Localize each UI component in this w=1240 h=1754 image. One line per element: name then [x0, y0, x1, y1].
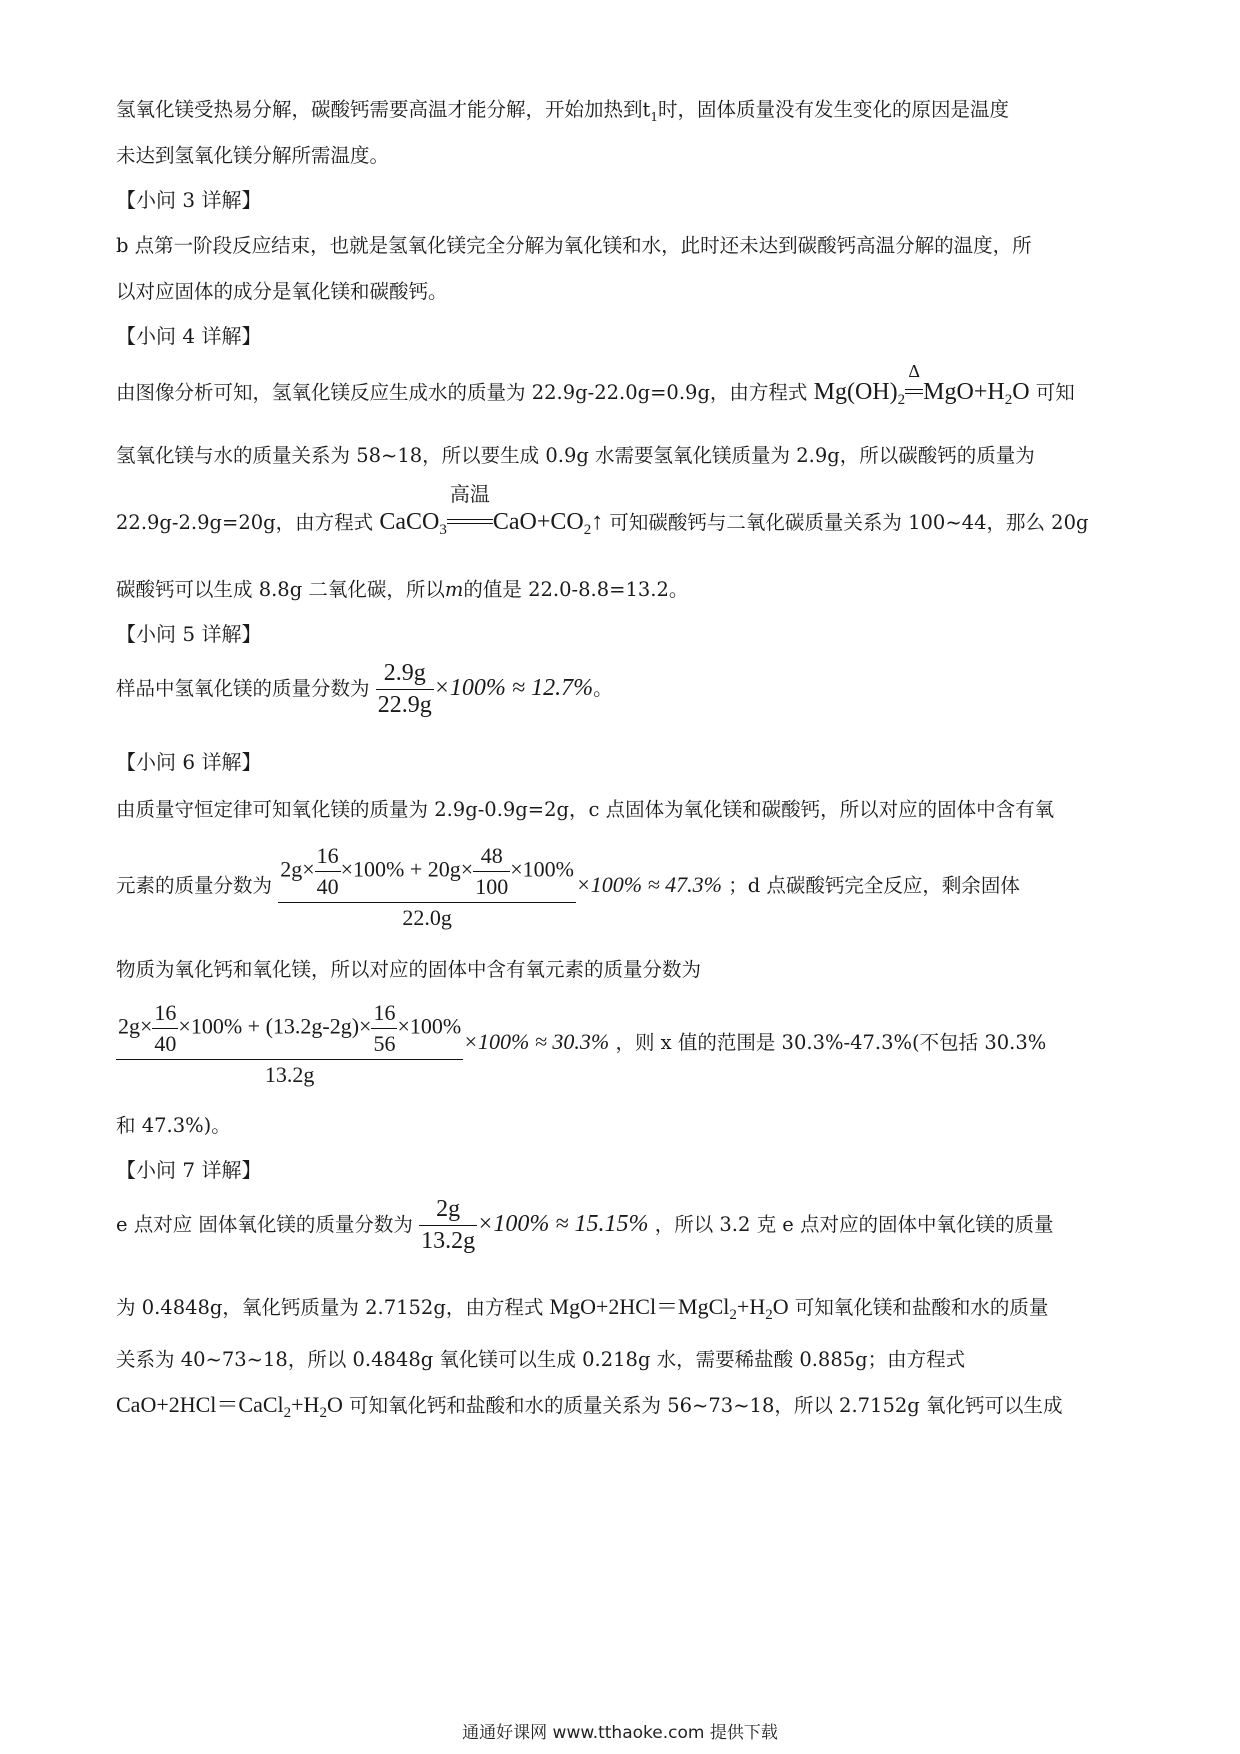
- eq-sub: 2: [897, 392, 906, 408]
- num-part: 2g×: [280, 856, 315, 882]
- delta-symbol: Δ: [908, 361, 920, 381]
- num-part: ×100% + (13.2g-2g)×: [178, 1013, 372, 1039]
- numerator: 48: [480, 843, 503, 868]
- eq-part: +H: [736, 1294, 766, 1319]
- eq-sub: 2: [1004, 392, 1013, 408]
- text-segment: ；d 点碳酸钙完全反应，剩余固体: [728, 874, 1020, 898]
- high-temp-label: 高温: [449, 482, 490, 506]
- text-segment: e 点对应 固体氧化镁的质量分数为: [116, 1213, 413, 1237]
- equation-mgo-hcl: [549, 1294, 789, 1323]
- denominator: 100: [473, 871, 510, 900]
- section-heading: 【小问 3 详解】: [116, 188, 262, 212]
- num-part: ×100%: [397, 1013, 462, 1039]
- text-line: [116, 1296, 1132, 1323]
- text-line: 未达到氢氧化镁分解所需温度。: [116, 144, 390, 167]
- text-segment: 。: [593, 677, 613, 701]
- text-segment: 的值是 22.0-8.8=13.2。: [463, 578, 689, 601]
- text-segment: 碳酸钙可以生成 8.8g 二氧化碳，所以: [116, 578, 445, 601]
- text-segment: ，则 x 值的范围是 30.3%-47.3%(不包括 30.3%: [615, 1031, 1047, 1055]
- denominator: 22.9g: [376, 689, 434, 719]
- text-line: 关系为 40~73~18，所以 0.4848g 氧化镁可以生成 0.218g 水，需要稀盐酸 0.885g；由方程式: [116, 1348, 966, 1371]
- denominator: 22.0g: [278, 902, 576, 931]
- num-part: ×100% + 20g×: [340, 856, 474, 882]
- eq-sub: 2: [319, 1405, 327, 1421]
- eq-part: MgO+H: [923, 379, 1005, 405]
- section-heading: 【小问 5 详解】: [116, 622, 262, 646]
- numerator: 2g: [436, 1196, 461, 1222]
- text-line: [116, 100, 1132, 123]
- text-line: [116, 843, 1020, 931]
- denominator: 40: [152, 1028, 178, 1057]
- num-part: 2g×: [118, 1013, 153, 1039]
- formula-fraction: [419, 1196, 649, 1254]
- numerator: 16: [154, 1000, 177, 1025]
- text-segment: 可知氧化钙和盐酸和水的质量关系为 56~73~18，所以 2.7152g 氧化钙可以生成: [349, 1394, 1063, 1417]
- formula-tail: ×100% ≈ 47.3%: [575, 872, 723, 898]
- text-line: b 点第一阶段反应结束，也就是氢氧化镁完全分解为氧化镁和水，此时还未达到碳酸钙高温分解的温度，所: [116, 234, 1032, 257]
- text-segment: 可知碳酸钙与二氧化碳质量关系为 100~44，那么 20g: [609, 511, 1089, 534]
- section-heading: 【小问 4 详解】: [116, 324, 262, 348]
- numerator: 16: [373, 1000, 396, 1025]
- text-line: [116, 660, 613, 719]
- text-line: 氢氧化镁与水的质量关系为 58~18，所以要生成 0.9g 水需要氢氧化镁质量为 2.9g，所以碳酸钙的质量为: [116, 444, 1035, 467]
- num-part: ×100%: [510, 856, 574, 882]
- formula-fraction: [376, 660, 594, 718]
- text-segment: 22.9g-2.9g=20g，由方程式: [116, 511, 374, 534]
- text-line: [116, 580, 1132, 600]
- text-segment: ，所以 3.2 克 e 点对应的固体中氧化镁的质量: [654, 1213, 1054, 1237]
- formula-tail: ×100% ≈ 30.3%: [463, 1029, 610, 1055]
- text-line: [116, 1000, 1046, 1088]
- eq-part: MgO+2HCl＝MgCl: [549, 1294, 730, 1319]
- text-line: [116, 482, 1132, 538]
- page-footer: 通通好课网 www.tthaoke.com 提供下载: [462, 1723, 778, 1743]
- text-segment: 由图像分析可知，氢氧化镁反应生成水的质量为 22.9g-22.0g=0.9g，由方程式: [116, 381, 808, 404]
- equation-caco3: [379, 482, 604, 538]
- text-segment: 为 0.4848g，氧化钙质量为 2.7152g，由方程式: [116, 1296, 544, 1319]
- text-line: 和 47.3%)。: [116, 1114, 231, 1137]
- text-segment: 可知: [1035, 381, 1075, 404]
- eq-sub: 3: [439, 522, 447, 538]
- numerator: 2.9g: [383, 660, 426, 686]
- text-segment: 氢氧化镁受热易分解，碳酸钙需要高温才能分解，开始加热到: [116, 98, 643, 121]
- text-line: 物质为氧化钙和氧化镁，所以对应的固体中含有氧元素的质量分数为: [116, 958, 702, 981]
- eq-sub: 2: [583, 522, 592, 538]
- text-segment: 可知氧化镁和盐酸和水的质量: [794, 1296, 1049, 1319]
- section-heading: 【小问 7 详解】: [116, 1158, 262, 1182]
- text-segment: 元素的质量分数为: [116, 874, 273, 898]
- eq-part: CaCO: [379, 509, 440, 535]
- equation-mgoh2: [813, 361, 1030, 408]
- formula-oxygen-c: [278, 843, 723, 930]
- eq-part: CaO+2HCl＝CaCl: [116, 1392, 284, 1417]
- text-line: [116, 1394, 1132, 1421]
- eq-part: O: [1012, 379, 1030, 405]
- eq-sub: 2: [729, 1307, 737, 1323]
- eq-part: O: [772, 1294, 789, 1319]
- variable-m: m: [444, 578, 464, 601]
- high-temp-arrow: [447, 482, 493, 534]
- denominator: 56: [371, 1028, 397, 1057]
- subscript: 1: [650, 109, 658, 124]
- eq-part: CaO+CO: [492, 509, 584, 535]
- text-line: [116, 361, 1132, 408]
- eq-sub: 2: [765, 1307, 773, 1323]
- equation-cao-hcl: [116, 1392, 343, 1421]
- text-segment: 时，固体质量没有发生变化的原因是温度: [658, 98, 1010, 121]
- text-line: 以对应固体的成分是氧化镁和碳酸钙。: [116, 280, 448, 303]
- text-segment: 样品中氢氧化镁的质量分数为: [116, 677, 370, 701]
- heat-arrow: [905, 361, 923, 404]
- formula-tail: ×100% ≈ 12.7%: [433, 675, 594, 702]
- denominator: 40: [315, 871, 341, 900]
- denominator: 13.2g: [116, 1059, 463, 1088]
- eq-part: O: [326, 1392, 343, 1417]
- eq-sub: 2: [283, 1405, 292, 1421]
- formula-oxygen-d: [116, 1000, 610, 1087]
- section-heading: 【小问 6 详解】: [116, 750, 262, 774]
- text-line: 由质量守恒定律可知氧化镁的质量为 2.9g-0.9g=2g，c 点固体为氧化镁和碳酸钙，所以对应的固体中含有氧: [116, 798, 1055, 821]
- eq-part: Mg: [813, 379, 847, 405]
- eq-part: +H: [291, 1392, 320, 1417]
- numerator: 16: [316, 843, 339, 868]
- eq-part: (OH): [846, 379, 898, 405]
- denominator: 13.2g: [419, 1225, 477, 1255]
- gas-arrow: ↑: [591, 509, 604, 535]
- formula-tail: ×100% ≈ 15.15%: [477, 1211, 649, 1238]
- text-line: [116, 1196, 1054, 1255]
- text-segment: t: [642, 98, 651, 121]
